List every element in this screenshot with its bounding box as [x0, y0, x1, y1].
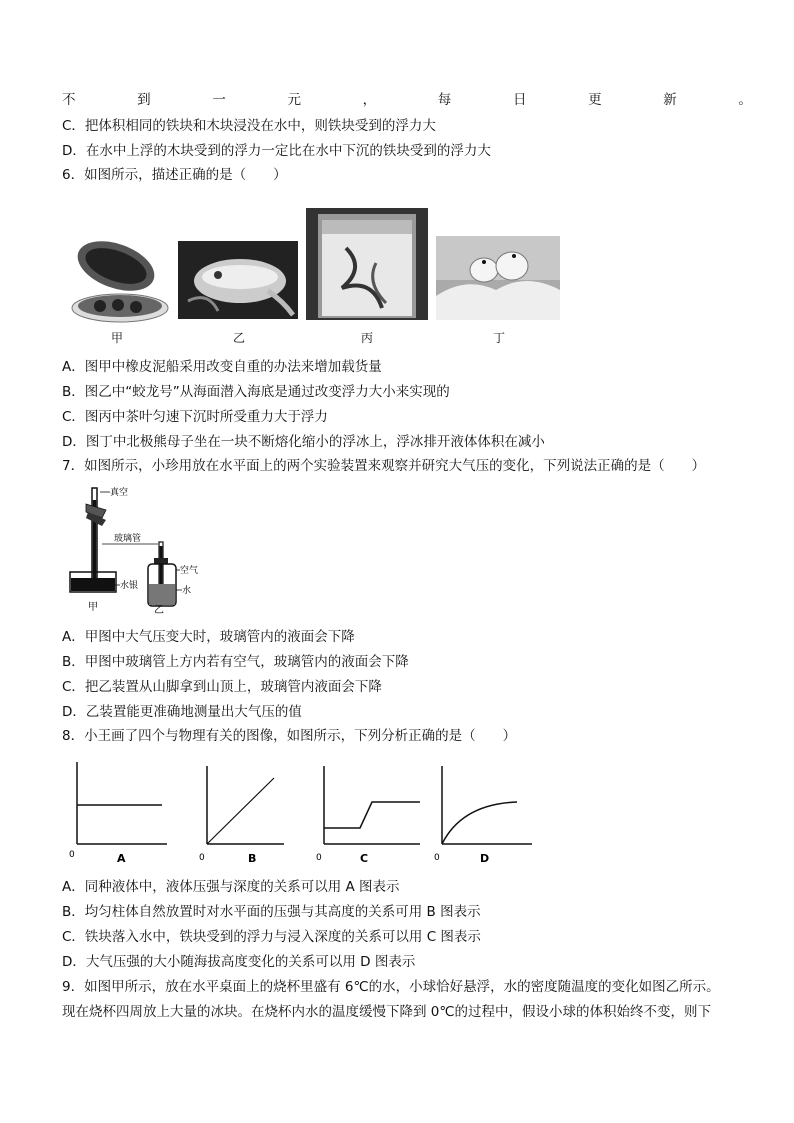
q7-option-d: D．乙装置能更准确地测量出大气压的值 [62, 704, 302, 720]
top-char: 不 [62, 92, 76, 108]
q5-option-c: C．把体积相同的铁块和木块浸没在水中，则铁块受到的浮力大 [62, 118, 436, 134]
q7-option-a: A．甲图中大气压变大时，玻璃管内的液面会下降 [62, 629, 355, 645]
submersible-photo [178, 241, 298, 319]
clay-boat-photo [64, 236, 172, 336]
q9-stem-line1: 9．如图甲所示，放在水平桌面上的烧杯里盛有 6℃的水，小球恰好悬浮，水的密度随温度的变化如图乙所示。 [62, 979, 720, 995]
q6-option-c: C．图丙中茶叶匀速下沉时所受重力大于浮力 [62, 409, 328, 425]
caption-bing: 丙 [360, 331, 373, 345]
q8-option-a: A．同种液体中，液体压强与深度的关系可以用 A 图表示 [62, 879, 400, 895]
top-char: 更 [588, 92, 602, 108]
polar-bear-photo [436, 236, 560, 320]
graph-a [69, 762, 167, 865]
label-yi: 乙 [154, 605, 164, 616]
label-mercury: 水银 [120, 581, 139, 591]
q8-stem: 8．小王画了四个与物理有关的图像，如图所示，下列分析正确的是（ ） [62, 728, 517, 744]
label-air: 空气 [180, 566, 199, 576]
q6-option-b: B．图乙中“蛟龙号”从海面潜入海底是通过改变浮力大小来实现的 [62, 384, 450, 400]
q8-option-d: D．大气压强的大小随海拔高度变化的关系可以用 D 图表示 [62, 954, 416, 970]
graph-c-letter: C [360, 852, 369, 865]
q6-option-a: A．图甲中橡皮泥船采用改变自重的办法来增加载货量 [62, 359, 382, 375]
top-char: 到 [137, 92, 151, 108]
q7-option-c: C．把乙装置从山脚拿到山顶上，玻璃管内液面会下降 [62, 679, 382, 695]
q8-graphs-figure [62, 756, 542, 872]
graph-d-letter: D [480, 852, 490, 865]
q9-stem-line2: 现在烧杯四周放上大量的冰块。在烧杯内水的温度缓慢下降到 0℃的过程中，假设小球的体积始终不变，则下 [62, 1004, 712, 1020]
q6-stem: 6．如图所示，描述正确的是（ ） [62, 167, 287, 183]
q8-option-b: B．均匀柱体自然放置时对水平面的压强与其高度的关系可用 B 图表示 [62, 904, 481, 920]
top-char: 一 [212, 92, 226, 108]
label-jia: 甲 [88, 602, 98, 613]
graph-c [316, 766, 420, 865]
top-char: 新 [663, 92, 677, 108]
top-char: 日 [512, 92, 527, 108]
caption-jia: 甲 [110, 331, 123, 345]
label-vacuum: 真空 [110, 488, 129, 498]
top-spread-line [62, 91, 752, 109]
q8-option-c: C．铁块落入水中，铁块受到的浮力与浸入深度的关系可以用 C 图表示 [62, 929, 481, 945]
tea-glass-photo [306, 208, 428, 320]
top-char: 元 [287, 92, 301, 108]
top-char: ， [362, 92, 377, 108]
graph-b-letter: B [248, 852, 257, 865]
graph-a-letter: A [117, 852, 126, 865]
q7-apparatus-figure [62, 482, 222, 622]
caption-ding: 丁 [492, 331, 505, 345]
label-water: 水 [182, 586, 192, 596]
q6-option-d: D．图丁中北极熊母子坐在一块不断熔化缩小的浮冰上，浮冰排开液体体积在减小 [62, 434, 545, 450]
label-glass-tube: 玻璃管 [114, 534, 142, 544]
graph-d-origin: 0 [434, 853, 440, 863]
top-char: 每 [437, 92, 452, 108]
graph-b-origin: 0 [199, 853, 205, 863]
q5-option-d: D．在水中上浮的木块受到的浮力一定比在水中下沉的铁块受到的浮力大 [62, 143, 491, 159]
graph-b [199, 766, 284, 865]
q7-stem: 7．如图所示，小珍用放在水平面上的两个实验装置来观察并研究大气压的变化，下列说法正确的是（ ） [62, 458, 706, 474]
caption-yi: 乙 [232, 331, 245, 345]
graph-d [434, 766, 532, 865]
top-char: 。 [738, 92, 752, 108]
q7-option-b: B．甲图中玻璃管上方内若有空气，玻璃管内的液面会下降 [62, 654, 409, 670]
graph-a-origin: 0 [69, 850, 75, 860]
q6-figure [62, 196, 562, 348]
graph-c-origin: 0 [316, 853, 322, 863]
